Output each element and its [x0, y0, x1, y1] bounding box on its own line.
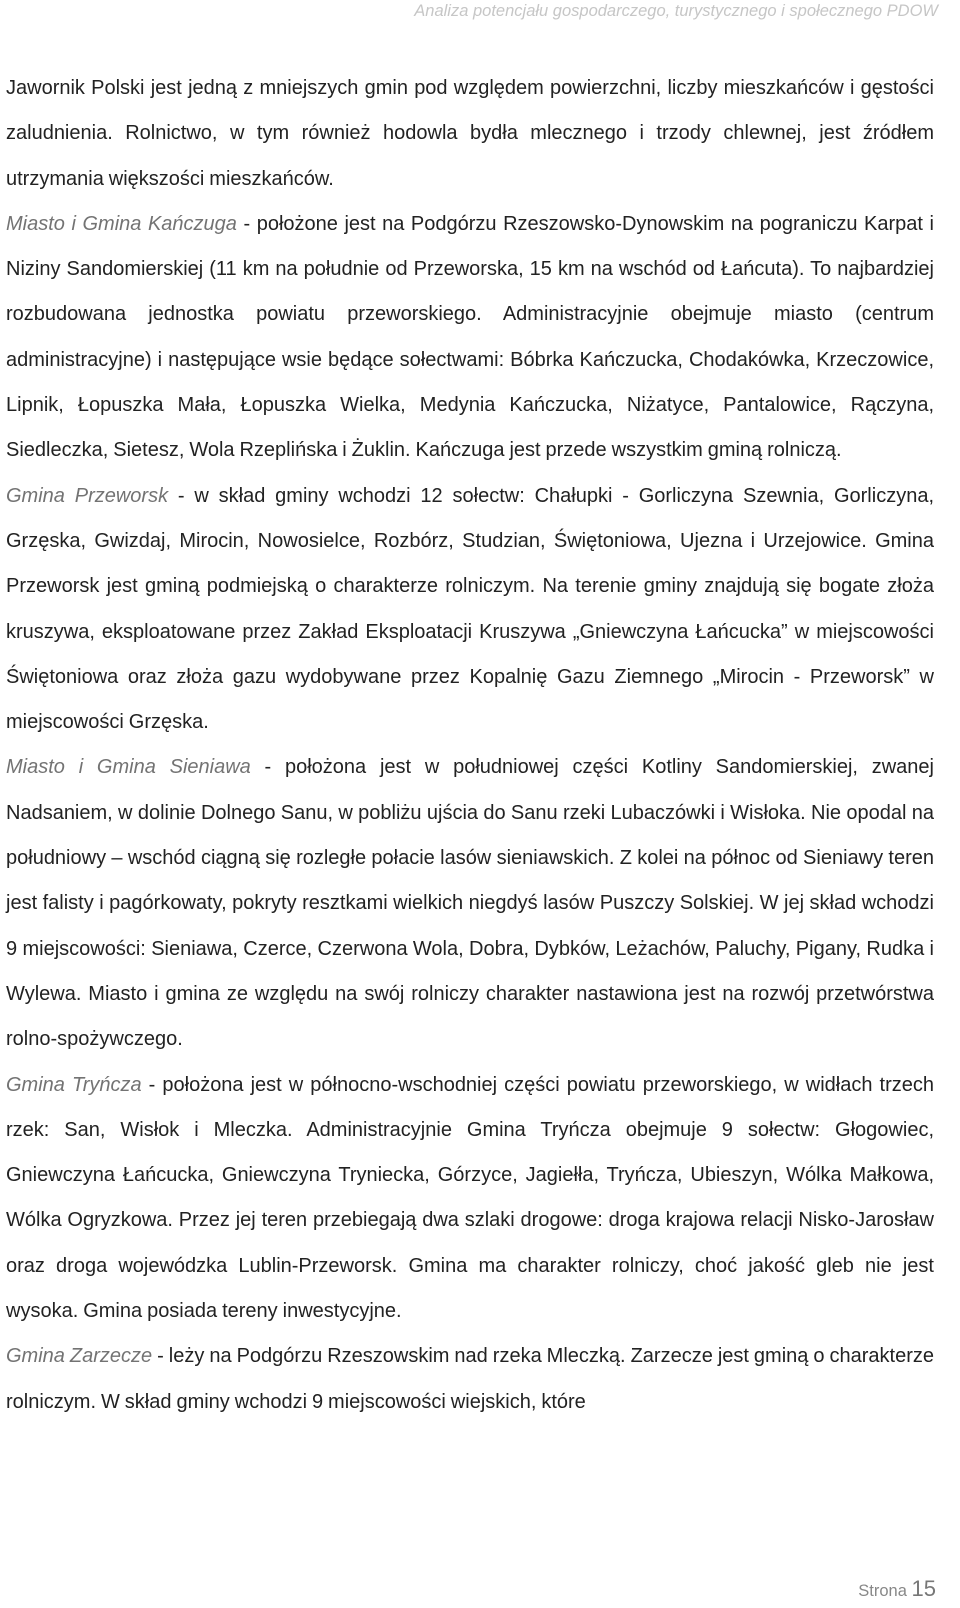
paragraph-zarzecze	[6, 1334, 934, 1425]
document-header-title: Analiza potencjału gospodarczego, turystycznego i społecznego PDOW	[414, 2, 938, 20]
paragraph-lead: Miasto i Gmina Sieniawa	[6, 756, 251, 779]
paragraph-text: - w skład gminy wchodzi 12 sołectw: Chałupki - Gorliczyna Szewnia, Gorliczyna, Grzęska, Gwizdaj, Mirocin, Nowosielce, Rozbórz, Studzian, Świętoniowa, Ujezna i Urzejowice. Gmina Przeworsk jest gminą podmiejską o charakterze rolniczym. Na terenie gminy znajdują się bogate złoża kruszywa, eksploatowane przez Zakład Eksploatacji Kruszywa „Gniewczyna Łańcucka” w miejscowości Świętoniowa oraz złoża gazu wydobywane przez Kopalnię Gazu Ziemnego „Mirocin - Przeworsk” w miejscowości Grzęska.	[6, 484, 934, 734]
paragraph-lead: Gmina Zarzecze	[6, 1345, 153, 1368]
paragraph-lead: Miasto i Gmina Kańczuga	[6, 212, 237, 235]
paragraph-przeworsk	[6, 474, 934, 746]
paragraph-text: Jawornik Polski jest jedną z mniejszych gmin pod względem powierzchni, liczby mieszkańców i gęstości zaludnienia. Rolnictwo, w tym również hodowla bydła mlecznego i trzody chlewnej, jest źródłem utrzymania większości mieszkańców.	[6, 77, 934, 190]
page-number: 15	[911, 1576, 936, 1601]
paragraph-trynicza	[6, 1063, 934, 1335]
paragraph-lead: Gmina Tryńcza	[6, 1073, 142, 1096]
paragraph-text: - położone jest na Podgórzu Rzeszowsko-Dynowskim na pograniczu Karpat i Niziny Sandomierskiej (11 km na południe od Przeworska, 15 km na wschód od Łańcuta). To najbardziej rozbudowana jednostka powiatu przeworskiego. Administracyjnie obejmuje miasto (centrum administracyjne) i następujące wsie będące sołectwami: Bóbrka Kańczucka, Chodakówka, Krzeczowice, Lipnik, Łopuszka Mała, Łopuszka Wielka, Medynia Kańczucka, Niżatyce, Pantalowice, Rączyna, Siedleczka, Sietesz, Wola Rzeplińska i Żuklin. Kańczuga jest przede wszystkim gminą rolniczą.	[6, 212, 934, 462]
paragraph-lead: Gmina Przeworsk	[6, 484, 169, 507]
document-body	[6, 66, 934, 1425]
paragraph-text: - położona jest w północno-wschodniej części powiatu przeworskiego, w widłach trzech rzek: San, Wisłok i Mleczka. Administracyjnie Gmina Tryńcza obejmuje 9 sołectw: Głogowiec, Gniewczyna Łańcucka, Gniewczyna Tryniecka, Górzyce, Jagiełła, Tryńcza, Ubieszyn, Wólka Małkowa, Wólka Ogryzkowa. Przez jej teren przebiegają dwa szlaki drogowe: droga krajowa relacji Nisko-Jarosław oraz droga wojewódzka Lublin-Przeworsk. Gmina ma charakter rolniczy, choć jakość gleb nie jest wysoka. Gmina posiada tereny inwestycyjne.	[6, 1073, 934, 1323]
paragraph-jawornik	[6, 66, 934, 202]
paragraph-kanczuga	[6, 202, 934, 474]
page-footer	[858, 1576, 936, 1602]
page-label: Strona	[858, 1582, 907, 1600]
paragraph-text: - położona jest w południowej części Kotliny Sandomierskiej, zwanej Nadsaniem, w dolinie Dolnego Sanu, w pobliżu ujścia do Sanu rzeki Lubaczówki i Wisłoka. Nie opodal na południowy – wschód ciągną się rozległe połacie lasów sieniawskich. Z kolei na północ od Sieniawy teren jest falisty i pagórkowaty, pokryty resztkami wielkich niegdyś lasów Puszczy Solskiej. W jej skład wchodzi 9 miejscowości: Sieniawa, Czerce, Czerwona Wola, Dobra, Dybków, Leżachów, Paluchy, Pigany, Rudka i Wylewa. Miasto i gmina ze względu na swój rolniczy charakter nastawiona jest na rozwój przetwórstwa rolno-spożywczego.	[6, 756, 934, 1051]
paragraph-sieniawa	[6, 745, 934, 1062]
paragraph-text: - leży na Podgórzu Rzeszowskim nad rzeka Mleczką. Zarzecze jest gminą o charakterze rolniczym. W skład gminy wchodzi 9 miejscowości wiejskich, które	[6, 1345, 935, 1413]
